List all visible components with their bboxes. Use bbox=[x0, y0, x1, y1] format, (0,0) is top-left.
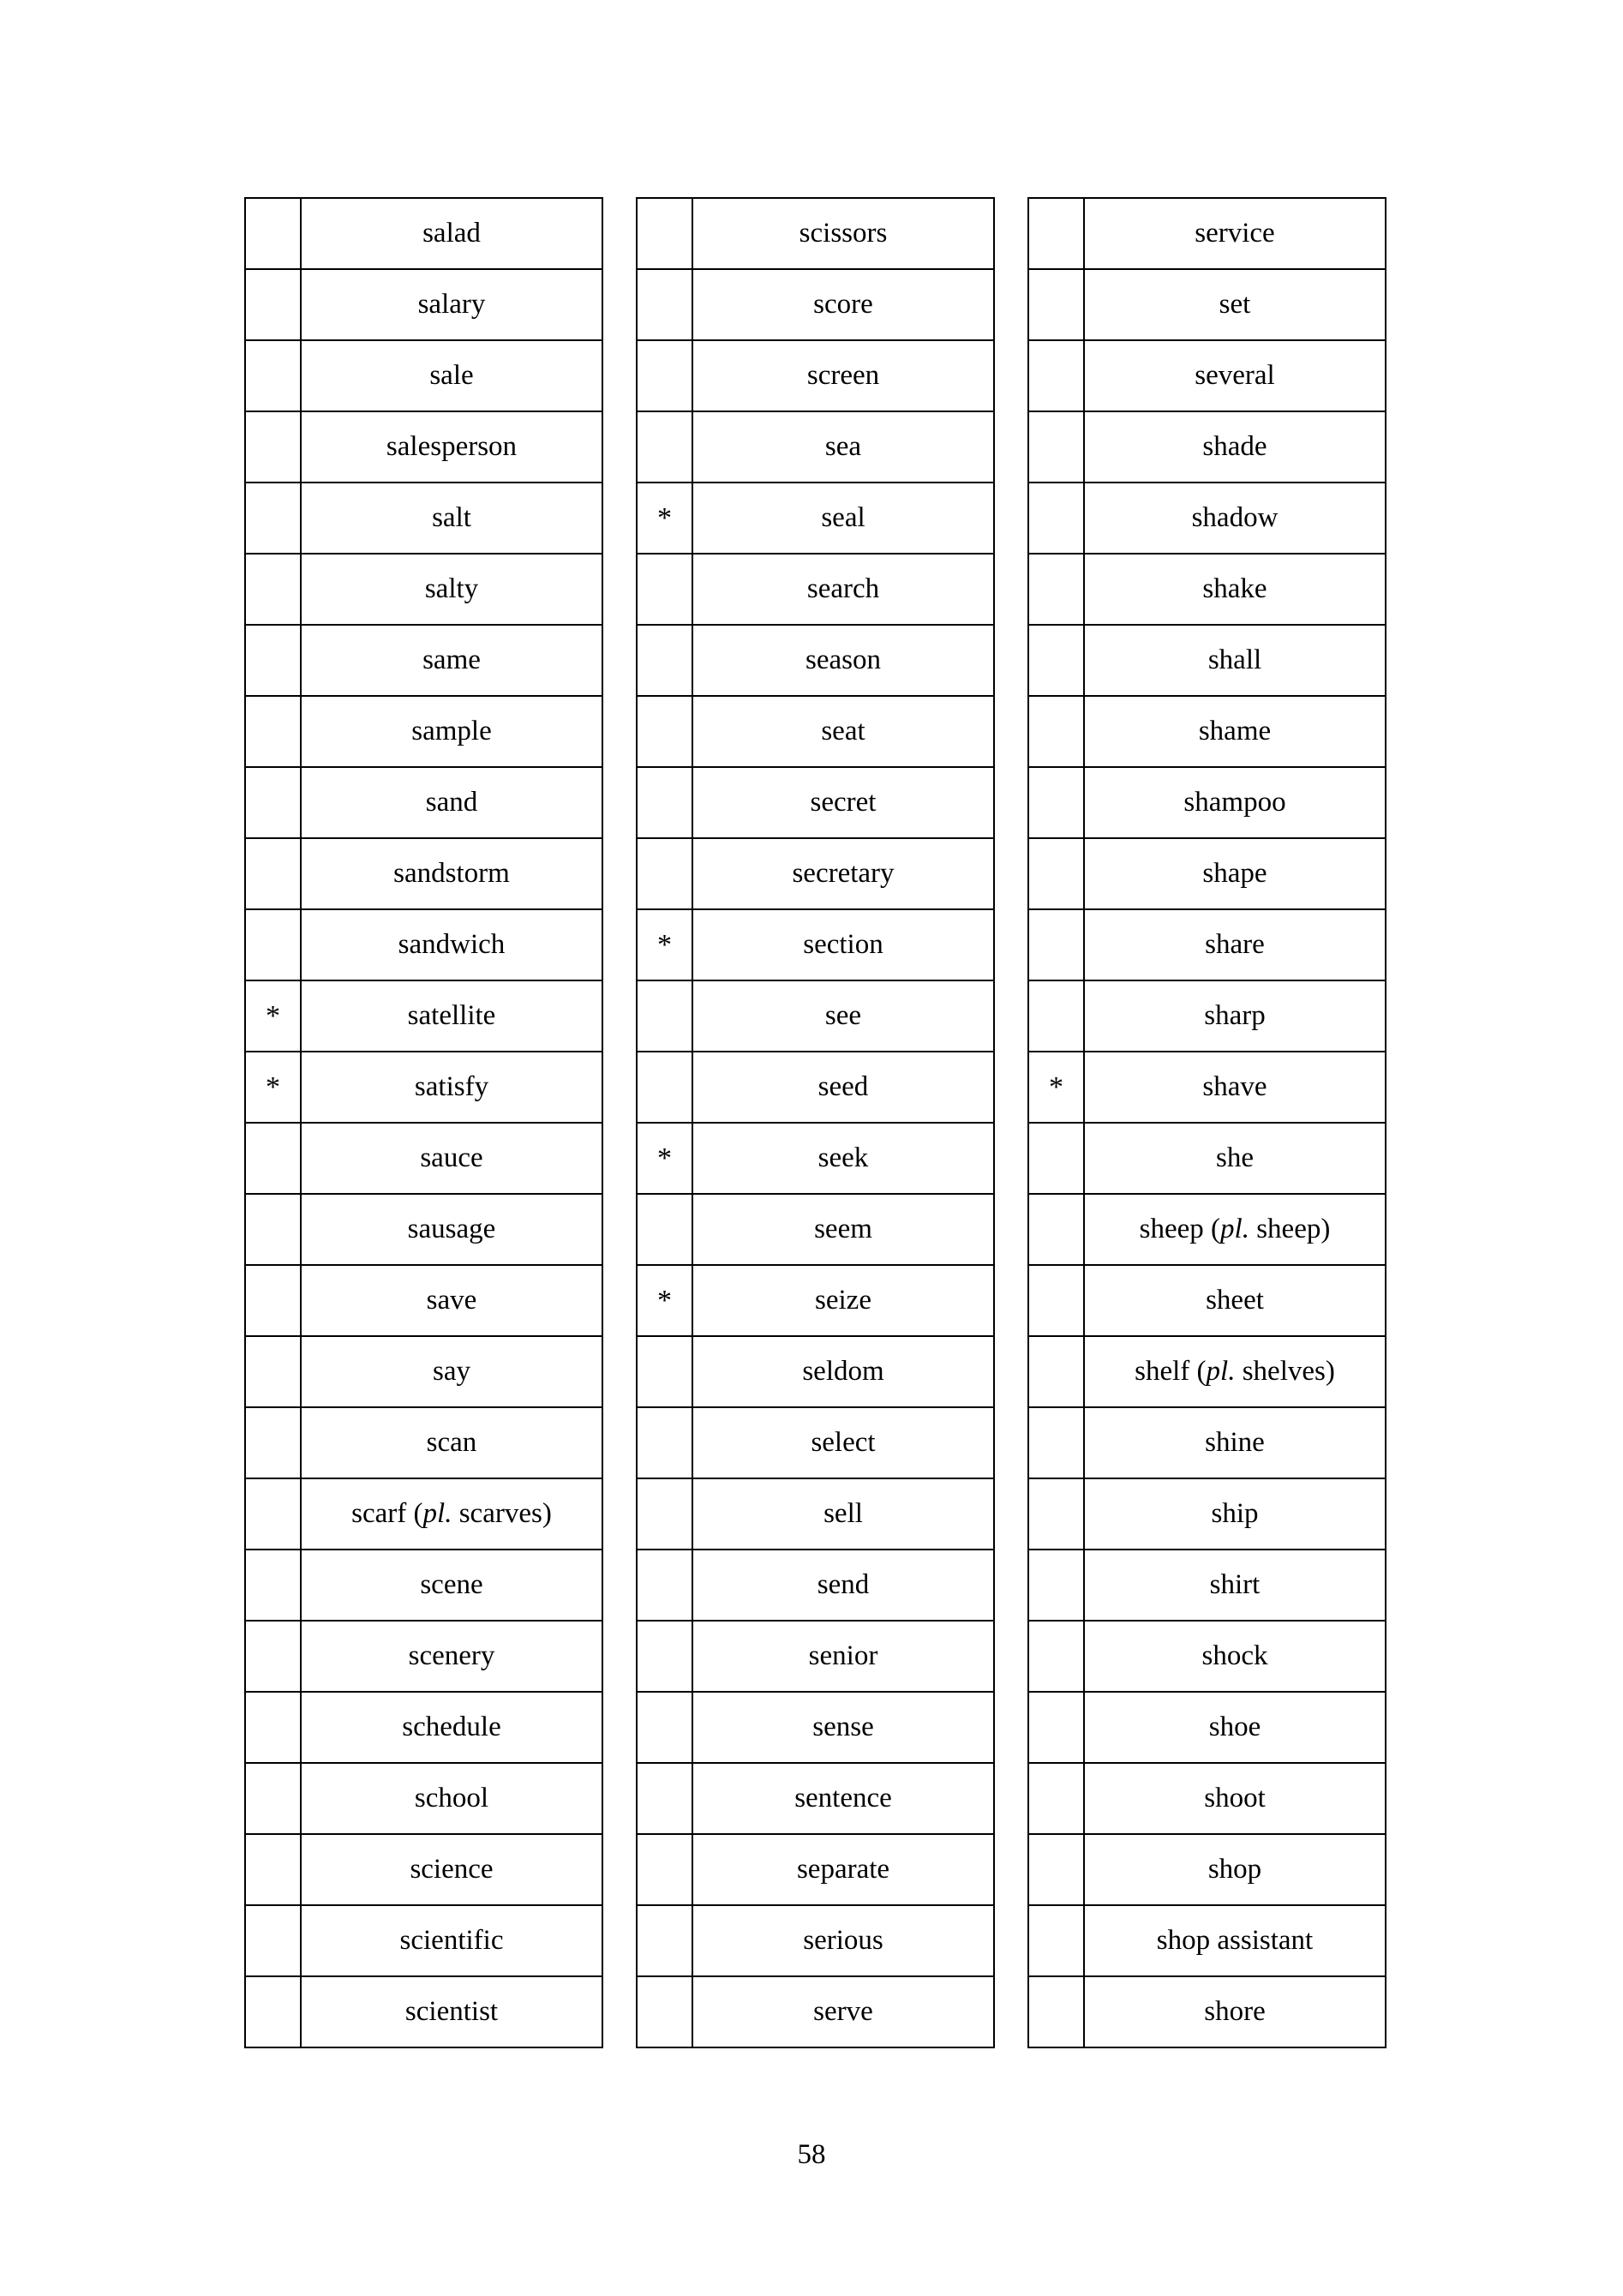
table-row bbox=[1028, 554, 1386, 625]
marker-cell bbox=[1028, 1621, 1084, 1692]
table-row bbox=[1028, 198, 1386, 269]
table-row bbox=[245, 1763, 602, 1834]
table-row bbox=[1028, 1621, 1386, 1692]
word-cell: salesperson bbox=[301, 411, 602, 483]
word-cell: shine bbox=[1084, 1407, 1386, 1478]
table-row bbox=[637, 1621, 994, 1692]
table-row bbox=[245, 1336, 602, 1407]
table-row bbox=[637, 554, 994, 625]
word-cell: scenery bbox=[301, 1621, 602, 1692]
word-cell: set bbox=[1084, 269, 1386, 340]
word-cell: separate bbox=[692, 1834, 994, 1905]
word-text: shelf bbox=[1135, 1356, 1190, 1387]
marker-cell bbox=[1028, 1763, 1084, 1834]
word-cell: score bbox=[692, 269, 994, 340]
word-cell: save bbox=[301, 1265, 602, 1336]
marker-cell bbox=[245, 1336, 301, 1407]
table-row bbox=[637, 340, 994, 411]
table-row bbox=[637, 198, 994, 269]
marker-cell bbox=[1028, 909, 1084, 980]
table-row bbox=[1028, 483, 1386, 554]
table-row bbox=[245, 1621, 602, 1692]
word-cell: shall bbox=[1084, 625, 1386, 696]
marker-cell bbox=[245, 838, 301, 909]
word-cell: salty bbox=[301, 554, 602, 625]
word-cell: sense bbox=[692, 1692, 994, 1763]
marker-cell bbox=[637, 269, 692, 340]
word-cell: sharp bbox=[1084, 980, 1386, 1052]
word-cell: season bbox=[692, 625, 994, 696]
table-row bbox=[245, 1265, 602, 1336]
marker-cell bbox=[637, 198, 692, 269]
table-row bbox=[637, 909, 994, 980]
table-row bbox=[1028, 340, 1386, 411]
word-cell: shame bbox=[1084, 696, 1386, 767]
table-row bbox=[245, 269, 602, 340]
word-cell: seat bbox=[692, 696, 994, 767]
table-row bbox=[637, 1763, 994, 1834]
table-row bbox=[1028, 1478, 1386, 1550]
marker-cell bbox=[245, 198, 301, 269]
table-row bbox=[637, 980, 994, 1052]
marker-cell bbox=[1028, 340, 1084, 411]
word-cell: sell bbox=[692, 1478, 994, 1550]
table-row bbox=[245, 1550, 602, 1621]
table-row bbox=[1028, 1976, 1386, 2047]
word-cell: sample bbox=[301, 696, 602, 767]
table-row bbox=[245, 340, 602, 411]
word-cell: say bbox=[301, 1336, 602, 1407]
table-row bbox=[637, 269, 994, 340]
marker-cell bbox=[245, 1834, 301, 1905]
table-row bbox=[1028, 1692, 1386, 1763]
plural-form: sheep bbox=[1256, 1214, 1321, 1244]
word-table-3 bbox=[1027, 197, 1386, 2048]
word-cell: salad bbox=[301, 198, 602, 269]
marker-cell: * bbox=[637, 1123, 692, 1194]
table-row bbox=[1028, 909, 1386, 980]
marker-cell bbox=[1028, 483, 1084, 554]
word-cell: science bbox=[301, 1834, 602, 1905]
marker-cell: * bbox=[245, 1052, 301, 1123]
marker-cell bbox=[1028, 1265, 1084, 1336]
word-cell: serve bbox=[692, 1976, 994, 2047]
word-cell: shade bbox=[1084, 411, 1386, 483]
word-cell: shape bbox=[1084, 838, 1386, 909]
table-row bbox=[245, 909, 602, 980]
marker-cell bbox=[637, 1905, 692, 1976]
word-cell: shampoo bbox=[1084, 767, 1386, 838]
marker-cell bbox=[1028, 696, 1084, 767]
word-cell: senior bbox=[692, 1621, 994, 1692]
table-row bbox=[245, 838, 602, 909]
table-row bbox=[1028, 838, 1386, 909]
table-row bbox=[1028, 767, 1386, 838]
table-row bbox=[245, 1478, 602, 1550]
word-cell: serious bbox=[692, 1905, 994, 1976]
word-cell: seem bbox=[692, 1194, 994, 1265]
table-row bbox=[245, 1905, 602, 1976]
plural-abbreviation: pl. bbox=[1220, 1214, 1249, 1244]
marker-cell bbox=[245, 483, 301, 554]
word-cell: scientific bbox=[301, 1905, 602, 1976]
marker-cell bbox=[1028, 411, 1084, 483]
marker-cell bbox=[245, 1478, 301, 1550]
word-cell: service bbox=[1084, 198, 1386, 269]
table-row bbox=[637, 1834, 994, 1905]
marker-cell bbox=[245, 1976, 301, 2047]
marker-cell bbox=[245, 625, 301, 696]
word-cell: seek bbox=[692, 1123, 994, 1194]
word-cell: several bbox=[1084, 340, 1386, 411]
marker-cell: * bbox=[637, 483, 692, 554]
table-row bbox=[637, 1123, 994, 1194]
word-cell: same bbox=[301, 625, 602, 696]
word-cell: scissors bbox=[692, 198, 994, 269]
word-cell: select bbox=[692, 1407, 994, 1478]
word-cell: sheep (pl. sheep) bbox=[1084, 1194, 1386, 1265]
marker-cell bbox=[637, 1550, 692, 1621]
marker-cell bbox=[245, 1621, 301, 1692]
marker-cell bbox=[245, 269, 301, 340]
table-row bbox=[1028, 1834, 1386, 1905]
word-cell: sauce bbox=[301, 1123, 602, 1194]
word-cell: secret bbox=[692, 767, 994, 838]
table-row bbox=[245, 411, 602, 483]
table-row bbox=[1028, 1550, 1386, 1621]
marker-cell bbox=[637, 1336, 692, 1407]
marker-cell bbox=[1028, 1407, 1084, 1478]
marker-cell bbox=[637, 1692, 692, 1763]
word-cell: shoot bbox=[1084, 1763, 1386, 1834]
marker-cell bbox=[245, 1123, 301, 1194]
table-row bbox=[245, 1194, 602, 1265]
table-row bbox=[1028, 1123, 1386, 1194]
marker-cell bbox=[637, 696, 692, 767]
word-cell: shoe bbox=[1084, 1692, 1386, 1763]
table-row bbox=[245, 696, 602, 767]
marker-cell bbox=[1028, 1550, 1084, 1621]
marker-cell bbox=[245, 1905, 301, 1976]
word-cell: sea bbox=[692, 411, 994, 483]
table-row bbox=[637, 1478, 994, 1550]
marker-cell bbox=[245, 1692, 301, 1763]
plural-form: scarves bbox=[458, 1498, 542, 1529]
marker-cell bbox=[637, 1194, 692, 1265]
table-row bbox=[1028, 625, 1386, 696]
table-row bbox=[637, 1336, 994, 1407]
marker-cell bbox=[637, 838, 692, 909]
marker-cell bbox=[245, 767, 301, 838]
marker-cell bbox=[637, 1052, 692, 1123]
word-cell: seal bbox=[692, 483, 994, 554]
marker-cell: * bbox=[637, 1265, 692, 1336]
marker-cell bbox=[637, 1976, 692, 2047]
word-cell: scarf (pl. scarves) bbox=[301, 1478, 602, 1550]
marker-cell bbox=[637, 340, 692, 411]
table-row bbox=[637, 1407, 994, 1478]
marker-cell bbox=[245, 1763, 301, 1834]
table-row bbox=[245, 980, 602, 1052]
marker-cell bbox=[1028, 980, 1084, 1052]
word-table-2 bbox=[636, 197, 995, 2048]
word-cell: screen bbox=[692, 340, 994, 411]
word-cell: sand bbox=[301, 767, 602, 838]
word-cell: sentence bbox=[692, 1763, 994, 1834]
word-cell: shelf (pl. shelves) bbox=[1084, 1336, 1386, 1407]
marker-cell bbox=[245, 696, 301, 767]
table-row bbox=[637, 1976, 994, 2047]
marker-cell bbox=[1028, 625, 1084, 696]
marker-cell bbox=[1028, 269, 1084, 340]
marker-cell bbox=[1028, 1905, 1084, 1976]
word-cell: share bbox=[1084, 909, 1386, 980]
word-cell: schedule bbox=[301, 1692, 602, 1763]
word-cell: shirt bbox=[1084, 1550, 1386, 1621]
table-row bbox=[1028, 1265, 1386, 1336]
word-cell: shake bbox=[1084, 554, 1386, 625]
table-row bbox=[245, 554, 602, 625]
word-table-body bbox=[637, 198, 994, 2047]
table-row bbox=[245, 198, 602, 269]
table-row bbox=[637, 483, 994, 554]
marker-cell bbox=[1028, 1123, 1084, 1194]
table-row bbox=[637, 1692, 994, 1763]
marker-cell bbox=[637, 1478, 692, 1550]
table-row bbox=[637, 625, 994, 696]
marker-cell bbox=[245, 411, 301, 483]
word-cell: see bbox=[692, 980, 994, 1052]
table-row bbox=[1028, 1336, 1386, 1407]
table-row bbox=[637, 1265, 994, 1336]
marker-cell: * bbox=[637, 909, 692, 980]
table-row bbox=[245, 1123, 602, 1194]
marker-cell bbox=[245, 1265, 301, 1336]
table-row bbox=[1028, 269, 1386, 340]
table-row bbox=[245, 1052, 602, 1123]
plural-form: shelves bbox=[1242, 1356, 1326, 1387]
table-row bbox=[637, 1052, 994, 1123]
marker-cell bbox=[637, 980, 692, 1052]
word-cell: seize bbox=[692, 1265, 994, 1336]
word-cell: shop bbox=[1084, 1834, 1386, 1905]
marker-cell bbox=[245, 554, 301, 625]
word-cell: search bbox=[692, 554, 994, 625]
word-cell: scan bbox=[301, 1407, 602, 1478]
table-row bbox=[637, 1905, 994, 1976]
plural-abbreviation: pl. bbox=[1206, 1356, 1236, 1387]
table-row bbox=[1028, 411, 1386, 483]
marker-cell: * bbox=[1028, 1052, 1084, 1123]
table-row bbox=[1028, 1194, 1386, 1265]
marker-cell bbox=[637, 1621, 692, 1692]
table-row bbox=[245, 767, 602, 838]
word-cell: shave bbox=[1084, 1052, 1386, 1123]
word-cell: shock bbox=[1084, 1621, 1386, 1692]
word-table-body bbox=[245, 198, 602, 2047]
marker-cell bbox=[245, 1550, 301, 1621]
table-row bbox=[637, 838, 994, 909]
marker-cell bbox=[1028, 554, 1084, 625]
table-row bbox=[245, 1834, 602, 1905]
table-row bbox=[637, 1550, 994, 1621]
plural-abbreviation: pl. bbox=[422, 1498, 452, 1529]
marker-cell bbox=[1028, 1834, 1084, 1905]
word-text: sheep bbox=[1139, 1214, 1204, 1244]
marker-cell bbox=[245, 1407, 301, 1478]
table-row bbox=[1028, 1905, 1386, 1976]
table-row bbox=[1028, 1763, 1386, 1834]
marker-cell bbox=[1028, 1976, 1084, 2047]
marker-cell bbox=[1028, 198, 1084, 269]
word-cell: section bbox=[692, 909, 994, 980]
marker-cell bbox=[637, 767, 692, 838]
marker-cell: * bbox=[245, 980, 301, 1052]
marker-cell bbox=[1028, 1336, 1084, 1407]
word-cell: salary bbox=[301, 269, 602, 340]
table-row bbox=[1028, 1407, 1386, 1478]
word-cell: secretary bbox=[692, 838, 994, 909]
table-row bbox=[245, 1407, 602, 1478]
word-text: scarf bbox=[351, 1498, 407, 1529]
word-cell: she bbox=[1084, 1123, 1386, 1194]
table-row bbox=[637, 696, 994, 767]
word-cell: sausage bbox=[301, 1194, 602, 1265]
word-cell: sheet bbox=[1084, 1265, 1386, 1336]
word-cell: send bbox=[692, 1550, 994, 1621]
word-cell: sandwich bbox=[301, 909, 602, 980]
table-row bbox=[1028, 980, 1386, 1052]
table-row bbox=[245, 1692, 602, 1763]
marker-cell bbox=[637, 625, 692, 696]
word-cell: seldom bbox=[692, 1336, 994, 1407]
marker-cell bbox=[1028, 1692, 1084, 1763]
word-cell: shadow bbox=[1084, 483, 1386, 554]
word-cell: scientist bbox=[301, 1976, 602, 2047]
table-row bbox=[637, 767, 994, 838]
word-cell: satisfy bbox=[301, 1052, 602, 1123]
table-row bbox=[637, 1194, 994, 1265]
page-number: 58 bbox=[797, 2139, 826, 2170]
marker-cell bbox=[637, 411, 692, 483]
marker-cell bbox=[637, 554, 692, 625]
table-row bbox=[245, 625, 602, 696]
marker-cell bbox=[1028, 767, 1084, 838]
table-row bbox=[637, 411, 994, 483]
marker-cell bbox=[637, 1834, 692, 1905]
word-table-1 bbox=[244, 197, 603, 2048]
word-cell: ship bbox=[1084, 1478, 1386, 1550]
word-cell: sandstorm bbox=[301, 838, 602, 909]
word-cell: scene bbox=[301, 1550, 602, 1621]
marker-cell bbox=[245, 909, 301, 980]
table-row bbox=[245, 1976, 602, 2047]
marker-cell bbox=[1028, 1478, 1084, 1550]
word-cell: shop assistant bbox=[1084, 1905, 1386, 1976]
word-table-body bbox=[1028, 198, 1386, 2047]
word-cell: satellite bbox=[301, 980, 602, 1052]
word-cell: seed bbox=[692, 1052, 994, 1123]
table-row bbox=[1028, 1052, 1386, 1123]
word-cell: sale bbox=[301, 340, 602, 411]
word-cell: school bbox=[301, 1763, 602, 1834]
marker-cell bbox=[1028, 838, 1084, 909]
marker-cell bbox=[1028, 1194, 1084, 1265]
table-row bbox=[245, 483, 602, 554]
word-cell: salt bbox=[301, 483, 602, 554]
marker-cell bbox=[245, 1194, 301, 1265]
marker-cell bbox=[245, 340, 301, 411]
marker-cell bbox=[637, 1763, 692, 1834]
word-cell: shore bbox=[1084, 1976, 1386, 2047]
table-row bbox=[1028, 696, 1386, 767]
marker-cell bbox=[637, 1407, 692, 1478]
